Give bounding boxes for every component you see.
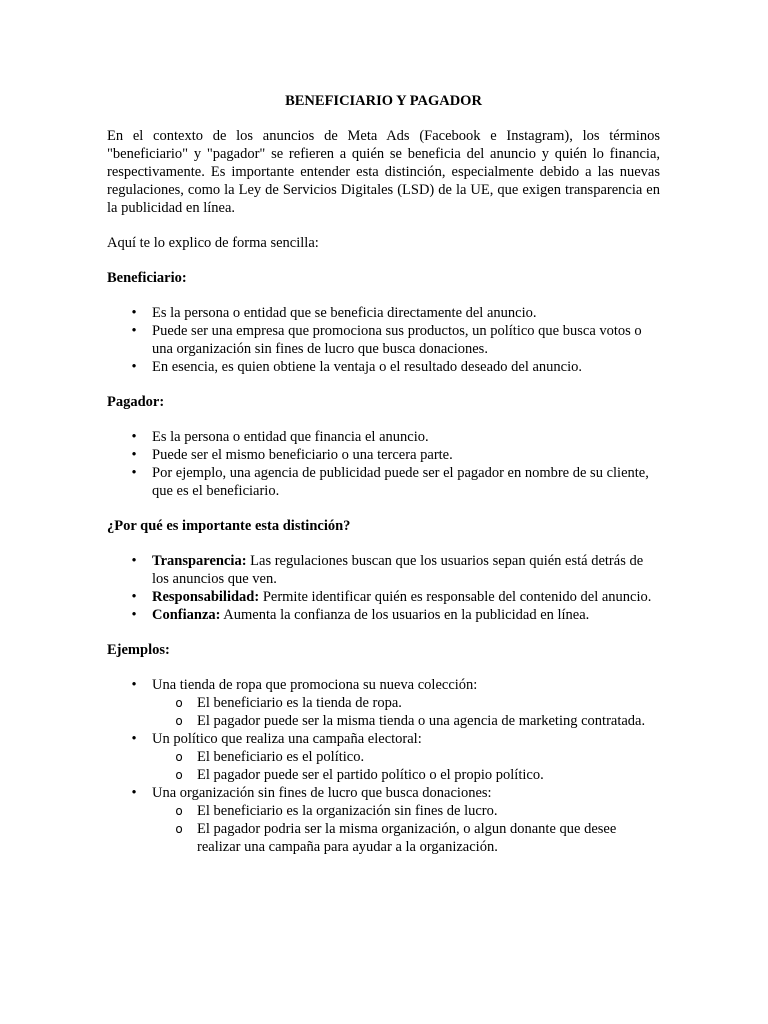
list-item-text: Aumenta la confianza de los usuarios en la publicidad en línea.: [220, 607, 590, 623]
list-item-text: Las regulaciones buscan que los usuarios sepan quién está detrás de los anuncios que ven.: [152, 553, 644, 587]
bullet-icon: •: [131, 323, 137, 339]
sub-list-item-text: El beneficiario es la organización sin fines de lucro.: [197, 803, 498, 819]
bullet-icon: •: [131, 305, 137, 321]
term-transparencia: Transparencia:: [152, 553, 247, 569]
term-confianza: Confianza:: [152, 607, 221, 623]
bullet-icon: •: [131, 677, 137, 693]
explain-paragraph: Aquí te lo explico de forma sencilla:: [107, 235, 319, 251]
bullet-icon: •: [131, 607, 137, 623]
sub-list: [152, 802, 660, 856]
list-item: [107, 676, 660, 730]
list-item-text: Es la persona o entidad que se beneficia directamente del anuncio.: [152, 305, 537, 321]
list-item-text: Un político que realiza una campaña electoral:: [152, 731, 422, 747]
beneficiario-list: [107, 304, 660, 376]
sub-list: [152, 694, 660, 730]
list-item: [107, 784, 660, 856]
intro-paragraph: En el contexto de los anuncios de Meta Ads (Facebook e Instagram), los términos "beneficiario" y "pagador" se refieren a quién se beneficia del anuncio y quién lo financia, respectivamente. Es importante entender esta distinción, especialmente debido a las nuevas regulaciones, como la Ley de Servicios Digitales (LSD) de la UE, que exigen transparencia en la publicidad en línea.: [107, 128, 660, 216]
sub-list-item-text: El beneficiario es la tienda de ropa.: [197, 695, 402, 711]
list-item: [107, 446, 660, 464]
list-item: [107, 606, 660, 624]
sub-list-item: [152, 766, 660, 784]
bullet-icon: •: [131, 731, 137, 747]
bullet-icon: •: [131, 553, 137, 569]
term-responsabilidad: Responsabilidad:: [152, 589, 260, 605]
pagador-heading: Pagador:: [107, 394, 165, 410]
list-item: [107, 358, 660, 376]
sub-list: [152, 748, 660, 784]
ejemplos-heading: Ejemplos:: [107, 642, 170, 658]
sub-list-item-text: El pagador puede ser la misma tienda o una agencia de marketing contratada.: [197, 713, 646, 729]
list-item-text: Permite identificar quién es responsable del contenido del anuncio.: [259, 589, 652, 605]
list-item: [107, 464, 660, 500]
circle-bullet-icon: o: [175, 696, 183, 710]
ejemplos-list: [107, 676, 660, 856]
list-item: [107, 322, 660, 358]
bullet-icon: •: [131, 589, 137, 605]
list-item-text: En esencia, es quien obtiene la ventaja o el resultado deseado del anuncio.: [152, 359, 583, 375]
list-item-text: Puede ser una empresa que promociona sus productos, un político que busca votos o una organización sin fines de lucro que busca donaciones.: [152, 323, 642, 357]
bullet-icon: •: [131, 447, 137, 463]
bullet-icon: •: [131, 465, 137, 481]
list-item-text: Por ejemplo, una agencia de publicidad puede ser el pagador en nombre de su cliente, que es el beneficiario.: [152, 465, 649, 499]
list-item-text: Una organización sin fines de lucro que busca donaciones:: [152, 785, 492, 801]
bullet-icon: •: [131, 359, 137, 375]
sub-list-item-text: El pagador podria ser la misma organización, o algun donante que desee realizar una campaña para ayudar a la organización.: [197, 821, 617, 855]
document-title: BENEFICIARIO Y PAGADOR: [285, 93, 482, 109]
importancia-list: [107, 552, 660, 624]
sub-list-item: [152, 712, 660, 730]
list-item-text: Puede ser el mismo beneficiario o una tercera parte.: [152, 447, 453, 463]
bullet-icon: •: [131, 429, 137, 445]
list-item: [107, 428, 660, 446]
document-body: [107, 92, 660, 873]
sub-list-item-text: El pagador puede ser el partido político o el propio político.: [197, 767, 544, 783]
list-item: [107, 730, 660, 784]
sub-list-item-text: El beneficiario es el político.: [197, 749, 365, 765]
beneficiario-heading: Beneficiario:: [107, 270, 187, 286]
circle-bullet-icon: o: [175, 768, 183, 782]
circle-bullet-icon: o: [175, 714, 183, 728]
list-item-text: Una tienda de ropa que promociona su nueva colección:: [152, 677, 478, 693]
bullet-icon: •: [131, 785, 137, 801]
sub-list-item: [152, 748, 660, 766]
circle-bullet-icon: o: [175, 822, 183, 836]
sub-list-item: [152, 820, 660, 856]
sub-list-item: [152, 694, 660, 712]
circle-bullet-icon: o: [175, 804, 183, 818]
list-item-text: Es la persona o entidad que financia el anuncio.: [152, 429, 429, 445]
pagador-list: [107, 428, 660, 500]
list-item: [107, 588, 660, 606]
list-item: [107, 552, 660, 588]
list-item: [107, 304, 660, 322]
circle-bullet-icon: o: [175, 750, 183, 764]
importancia-heading: ¿Por qué es importante esta distinción?: [107, 518, 351, 534]
sub-list-item: [152, 802, 660, 820]
